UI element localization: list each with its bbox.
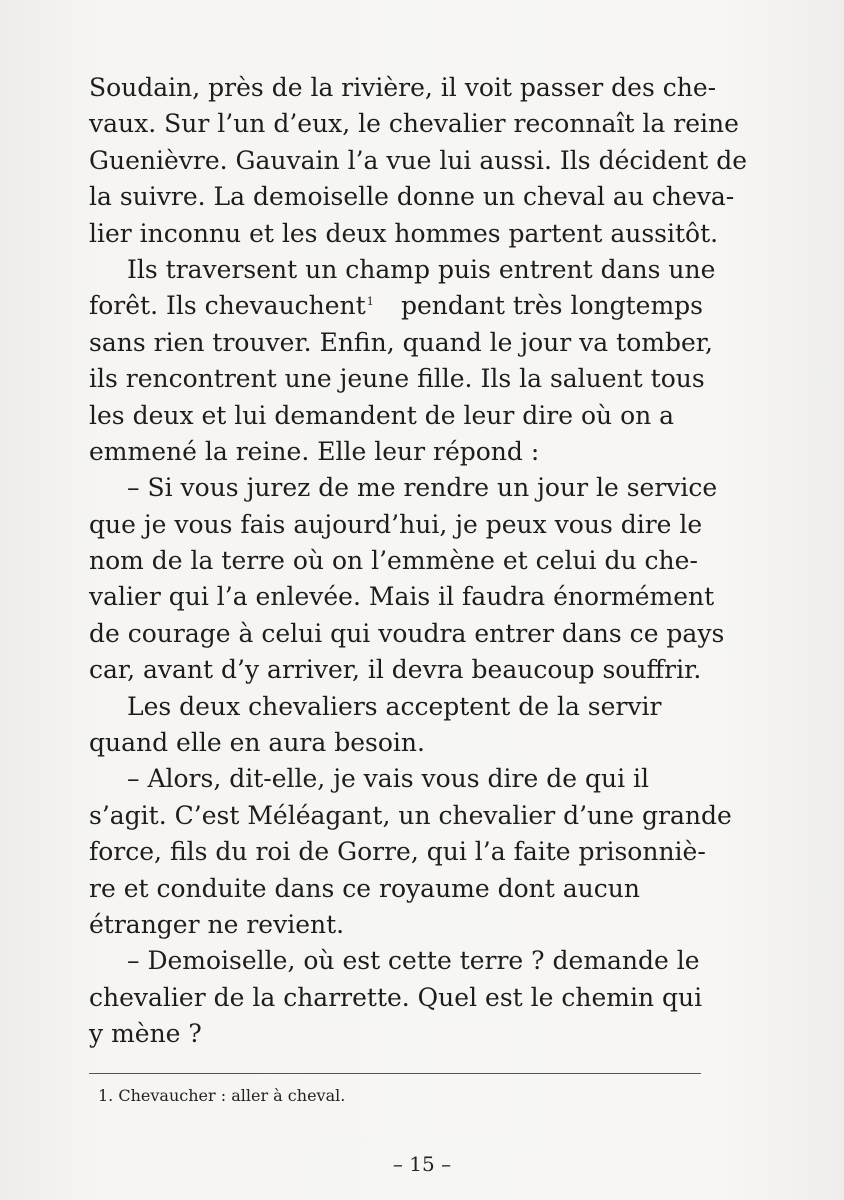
line-text: force, fils du roi de Gorre, qui l’a faite prisonniè- (89, 837, 706, 867)
line-text: de courage à celui qui voudra entrer dans ce pays (89, 618, 725, 648)
line-text: la suivre. La demoiselle donne un cheval au cheva- (89, 182, 735, 212)
text-line (89, 361, 703, 397)
line-text: re et conduite dans ce royaume dont aucun (89, 873, 640, 903)
line-text: Guenièvre. Gauvain l’a vue lui aussi. Ils décident de (89, 145, 748, 175)
line-text: emmené la reine. Elle leur répond : (89, 436, 540, 466)
text-line (89, 70, 717, 106)
text-line (89, 106, 739, 142)
text-line (89, 579, 715, 615)
line-text: – Alors, dit-elle, je vais vous dire de qui il (127, 764, 650, 794)
line-text: y mène ? (89, 1019, 202, 1049)
text-line (89, 652, 703, 688)
text-line (89, 834, 706, 870)
text-line (89, 1016, 703, 1052)
line-text: – Si vous jurez de me rendre un jour le service (127, 473, 718, 503)
line-text: Ils traversent un champ puis entrent dans une (127, 254, 716, 284)
text-line (89, 507, 703, 543)
text-line (89, 907, 703, 943)
line-text: vaux. Sur l’un d’eux, le chevalier reconnaît la reine (89, 109, 739, 139)
text-line (89, 798, 732, 834)
text-line (89, 179, 735, 215)
line-text: étranger ne revient. (89, 909, 345, 939)
text-line (89, 689, 703, 725)
line-text: nom de la terre où on l’emmène et celui du che- (89, 546, 698, 576)
line-text: lier inconnu et les deux hommes partent aussitôt. (89, 218, 719, 248)
line-text (89, 288, 374, 324)
line-text-segment: pendant très longtemps (400, 291, 703, 321)
text-line (89, 980, 703, 1016)
text-line (89, 252, 716, 288)
text-line (89, 288, 703, 324)
text-line (89, 434, 703, 470)
line-text: sans rien trouver. Enfin, quand le jour va tomber, (89, 327, 713, 357)
text-line (89, 325, 713, 361)
text-line (89, 216, 719, 252)
line-text: que je vous fais aujourd’hui, je peux vous dire le (89, 509, 703, 539)
page-number: – 15 – (392, 1152, 452, 1176)
line-text: s’agit. C’est Méléagant, un chevalier d’une grande (89, 800, 732, 830)
line-text: chevalier de la charrette. Quel est le chemin qui (89, 982, 703, 1012)
text-line (89, 398, 703, 434)
line-text: ils rencontrent une jeune fille. Ils la saluent tous (89, 364, 705, 394)
line-text: quand elle en aura besoin. (89, 728, 425, 758)
body-text (89, 70, 748, 1053)
footnote-reference: 1 (366, 295, 374, 309)
text-line (89, 761, 703, 797)
line-text: Soudain, près de la rivière, il voit passer des che- (89, 73, 717, 102)
line-text-segment: forêt. Ils chevauchent (89, 291, 366, 321)
text-line (89, 470, 718, 506)
text-line (89, 543, 703, 579)
text-line (89, 725, 703, 761)
line-text: – Demoiselle, où est cette terre ? demande le (127, 946, 700, 976)
line-text: les deux et lui demandent de leur dire où on a (89, 400, 675, 430)
text-line (89, 871, 703, 907)
line-text: Les deux chevaliers acceptent de la servir (127, 691, 662, 721)
footnote-divider (89, 1073, 701, 1074)
line-text: valier qui l’a enlevée. Mais il faudra énormément (89, 582, 715, 612)
text-line (89, 943, 703, 979)
line-text: car, avant d’y arriver, il devra beaucoup souffrir. (89, 655, 702, 685)
text-line (89, 143, 748, 179)
text-line (89, 616, 725, 652)
footnote: 1. Chevaucher : aller à cheval. (98, 1086, 346, 1105)
